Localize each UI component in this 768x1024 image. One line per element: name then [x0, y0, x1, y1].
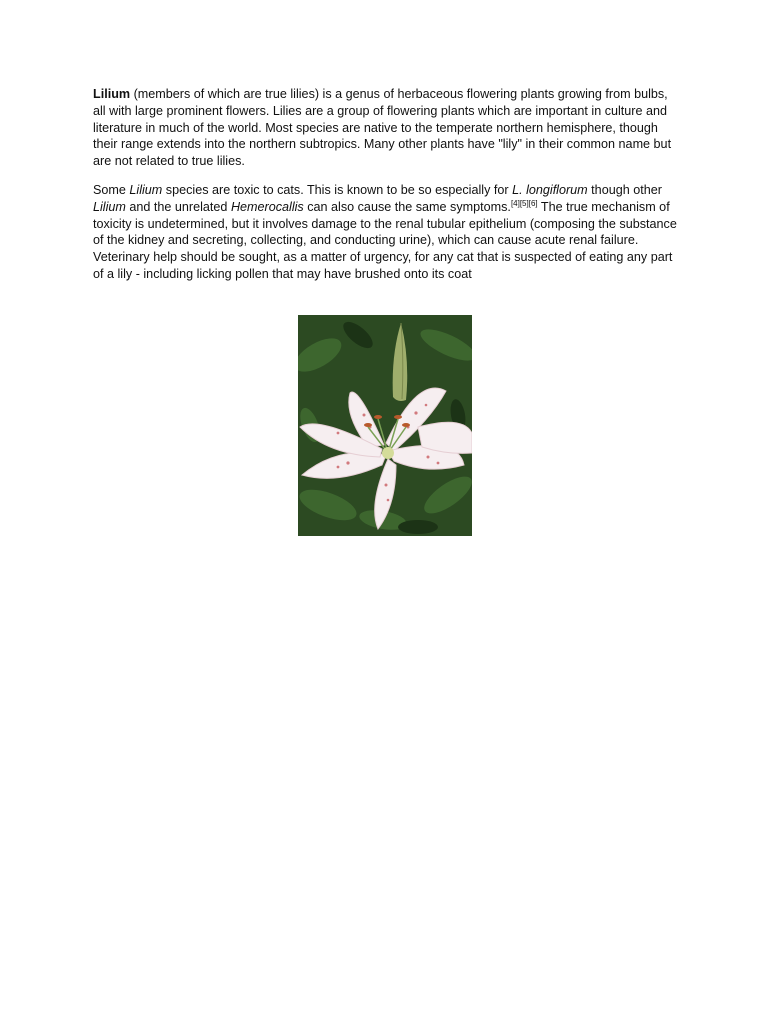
article-body: [93, 86, 683, 295]
text-segment: species are toxic to cats. This is known to be so especially for: [162, 182, 513, 197]
italic-lilium: Lilium: [129, 182, 163, 197]
italic-hemerocallis: Hemerocallis: [230, 199, 304, 214]
term-lilium: Lilium: [93, 87, 131, 101]
lily-flower-image: [298, 315, 472, 536]
lily-photo: [298, 315, 472, 536]
intro-text: (members of which are true lilies) is a genus of herbaceous flowering plants growing from bulbs, all with large prominent flowers. Lilies are a group of flowering plants which are important in culture and literature in much of the world. Most species are native to the temperate northern hemisphere, though their range extends into the northern subtropics. Many other plants have "lily" in their common name but are not related to true lilies.: [93, 87, 672, 169]
text-segment: though other: [587, 182, 662, 197]
text-segment: The true mechanism of toxicity is undetermined, but it involves damage to the renal tubular epithelium (composing the substance of the kidney and secreting, collecting, and conducting urine), which can cause acute renal failure. Veterinary help should be sought, as a matter of urgency, for any cat that is suspected of eating any part of a lily - including licking pollen that may have brushed onto its coat: [93, 199, 677, 281]
text-segment: Some: [93, 182, 130, 197]
text-segment: and the unrelated: [125, 199, 231, 214]
reference-links[interactable]: [4][5][6]: [510, 198, 538, 208]
paragraph-intro: [93, 86, 683, 170]
italic-l-longiflorum: L. longiflorum: [512, 182, 588, 197]
text-segment: can also cause the same symptoms.: [303, 199, 511, 214]
paragraph-toxicity: [93, 182, 683, 283]
italic-lilium: Lilium: [93, 199, 126, 214]
